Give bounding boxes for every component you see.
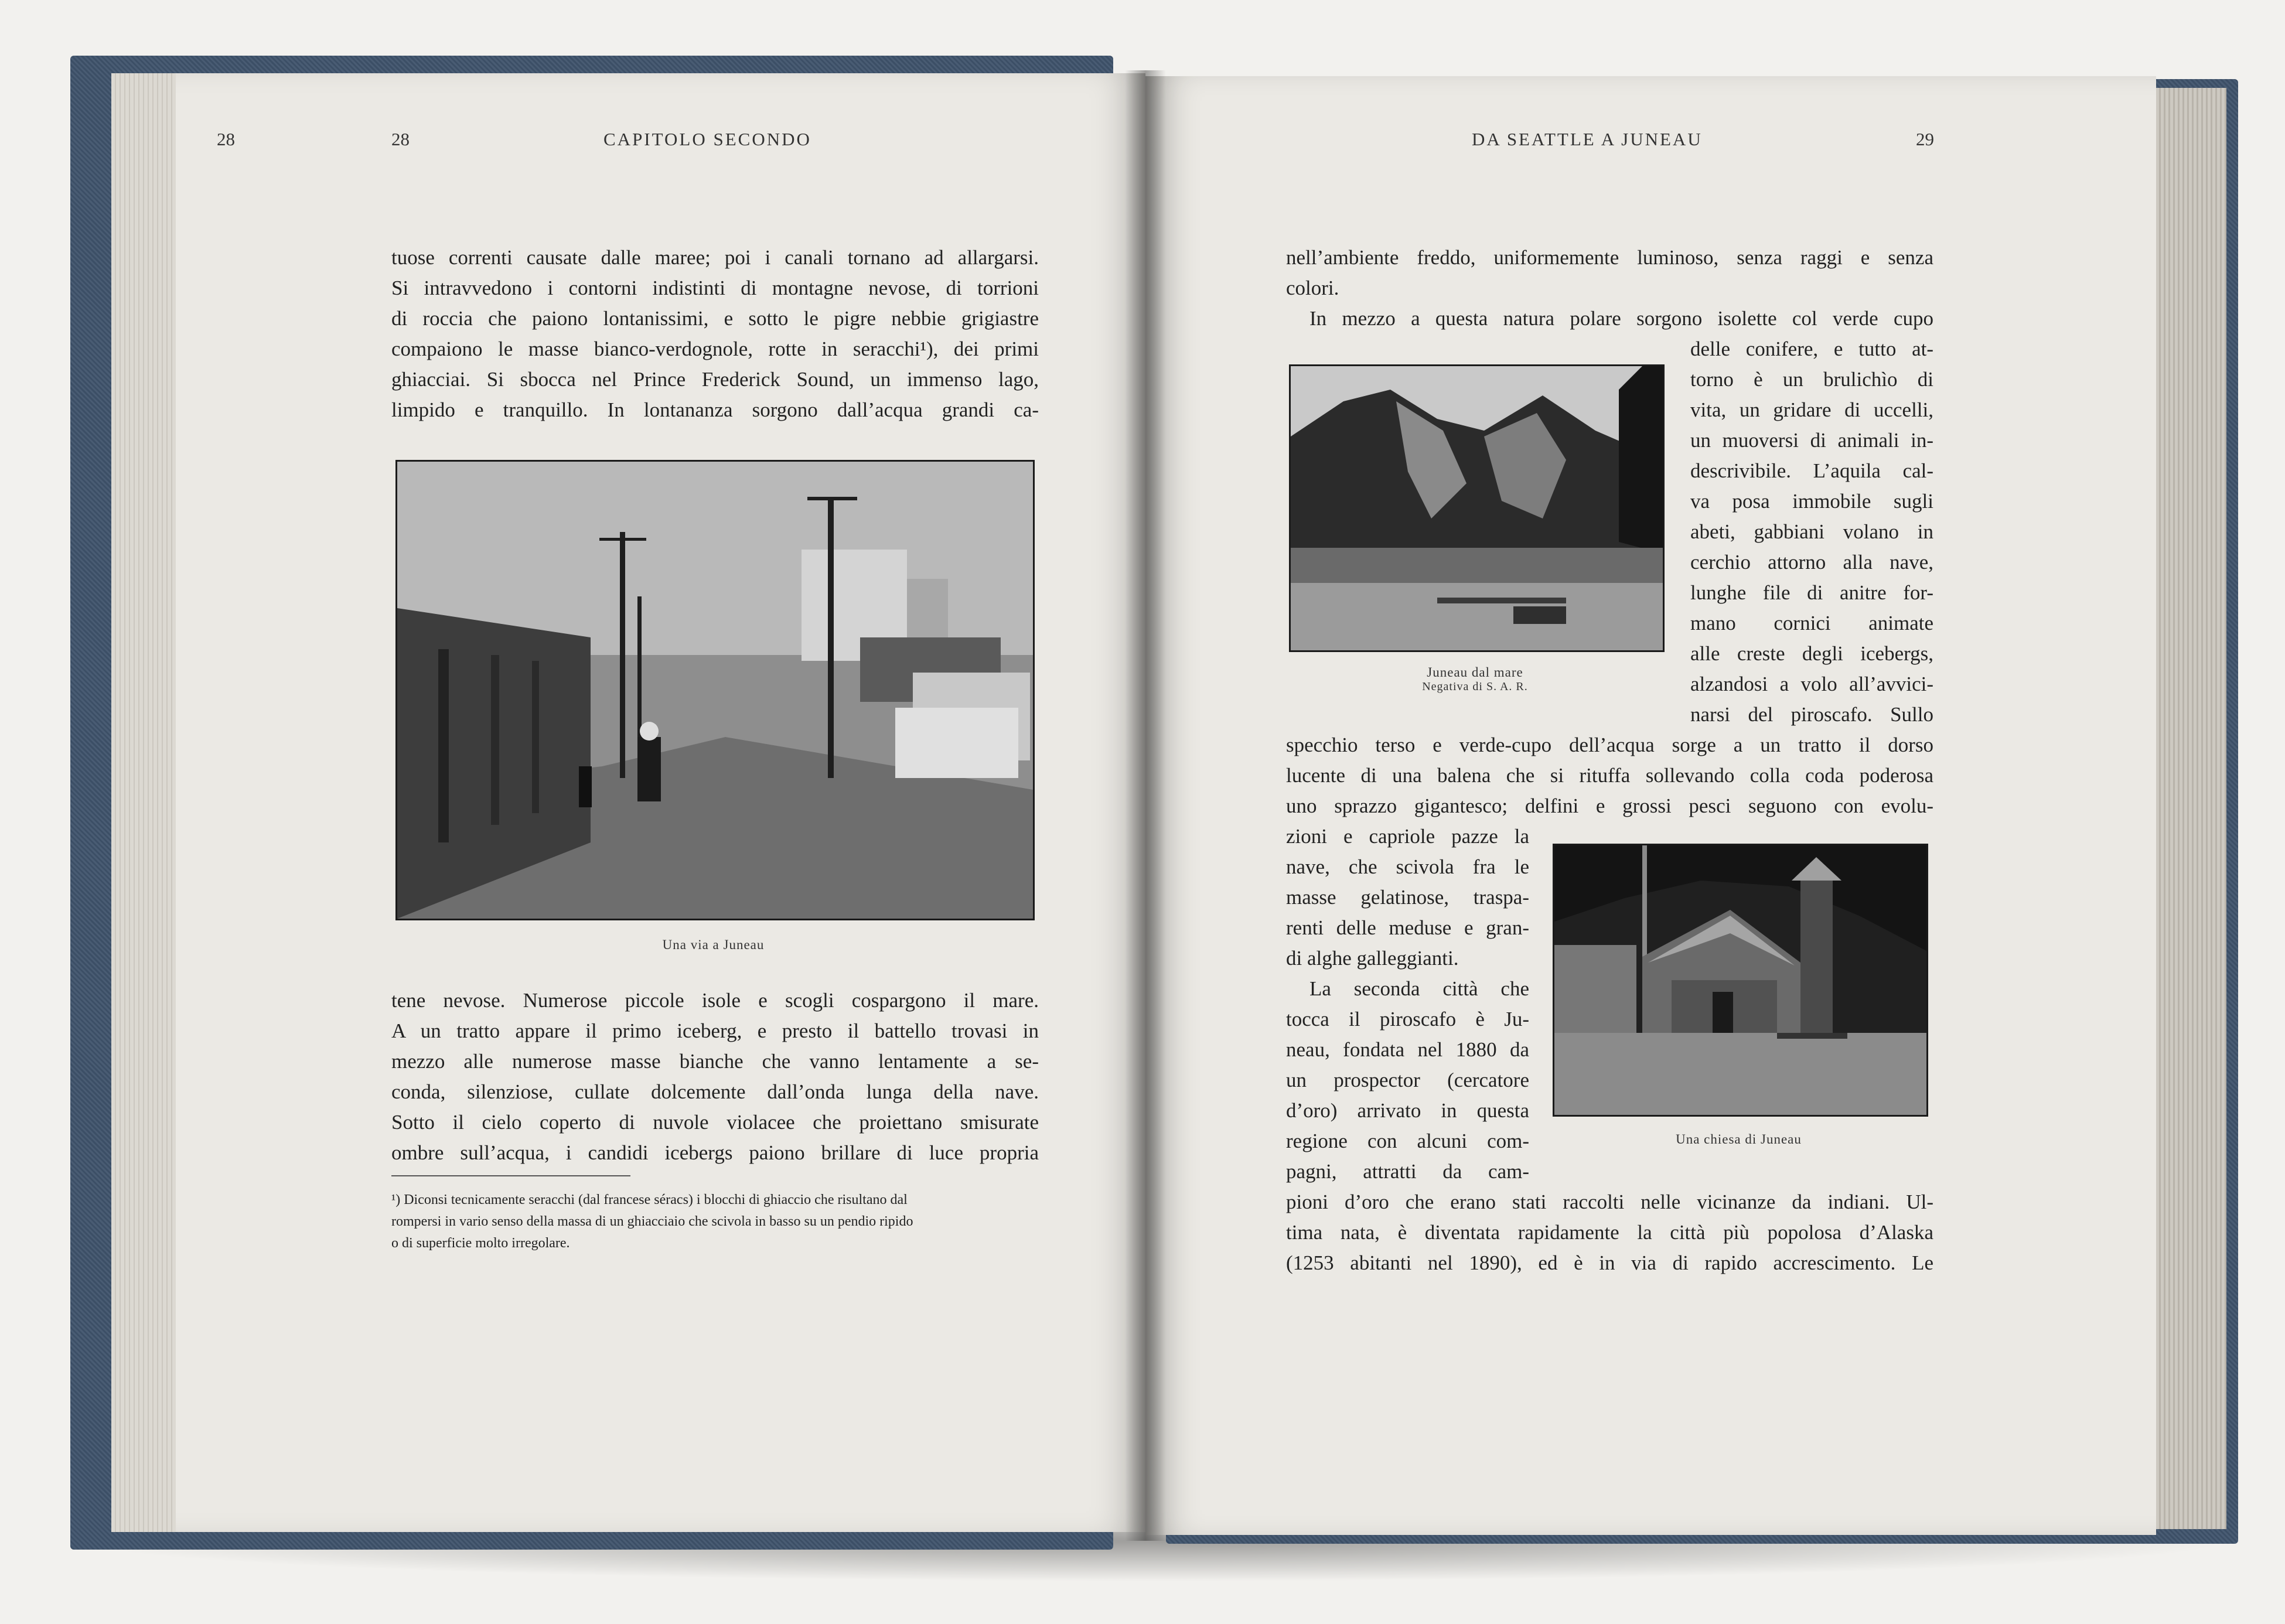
photo-church-juneau [1553,844,1928,1117]
right-text-line: lunghe file di anitre for- [1690,581,1933,604]
right-text-line: delle conifere, e tutto at- [1690,337,1933,360]
right-text-line: uno sprazzo gigantesco; delfini e grossi pesci seguono con evolu- [1286,794,1933,817]
right-text-line: zioni e capriole pazze la [1286,825,1529,848]
footnote-line: o di superficie molto irregolare. [391,1236,570,1251]
right-text-line: descrivibile. L’aquila cal- [1690,459,1933,482]
right-text-line: abeti, gabbiani volano in [1690,520,1933,543]
right-text-line: va posa immobile sugli [1690,490,1933,513]
footnote-line: rompersi in vario senso della massa di un ghiacciaio che scivola in basso su un pendio ripido [391,1214,913,1229]
photo-caption-line: Juneau dal mare [1427,665,1523,680]
right-page-number: 29 [1916,129,1934,149]
right-text-line: (1253 abitanti nel 1890), ed è in via di rapido accrescimento. Le [1286,1251,1933,1274]
left-text-line: ombre sull’acqua, i candidi icebergs paiono brillare di luce propria [391,1141,1039,1164]
right-text-line: tima nata, è diventata rapidamente la città più popolosa d’Alaska [1286,1221,1933,1244]
left-text-line: limpido e tranquillo. In lontananza sorgono dall’acqua grandi ca- [391,398,1039,421]
right-text-line: lucente di una balena che si rituffa sollevando colla coda poderosa [1286,764,1933,787]
right-text-line: masse gelatinose, traspa- [1286,886,1529,909]
right-text-line: cerchio attorno alla nave, [1690,551,1933,574]
right-text-line: narsi del piroscafo. Sullo [1690,703,1933,726]
page-edges-right [2156,88,2226,1529]
right-text-line: La seconda città che [1309,977,1529,1000]
photo-juneau-from-sea [1289,364,1665,652]
right-text-line: di alghe galleggianti. [1286,947,1459,970]
left-text-line: Sotto il cielo coperto di nuvole violacee che proiettano smisurate [391,1111,1039,1134]
left-text-line: conda, silenziose, cullate dolcemente dall’onda lunga della nave. [391,1080,1039,1103]
left-text-line: tene nevose. Numerose piccole isole e scogli cospargono il mare. [391,989,1039,1012]
footnote-line: ¹) Diconsi tecnicamente seracchi (dal francese séracs) i blocchi di ghiaccio che risultano dal [391,1192,908,1207]
left-text-line: tuose correnti causate dalle maree; poi i canali tornano ad allargarsi. [391,246,1039,269]
right-text-line: tocca il piroscafo è Ju- [1286,1008,1529,1031]
right-text-line: nell’ambiente freddo, uniformemente luminoso, senza raggi e senza [1286,246,1933,269]
photo-caption-line: Negativa di S. A. R. [1422,680,1528,693]
left-text-line: mezzo alle numerose masse bianche che vanno lentamente a se- [391,1050,1039,1073]
right-text-line: un muoversi di animali in- [1690,429,1933,452]
right-text-line: renti delle meduse e gran- [1286,916,1529,939]
left-text-line: di roccia che paiono lontanissimi, e sotto le pigre nebbie grigiastre [391,307,1039,330]
right-text-line: alzandosi a volo all’avvici- [1690,673,1933,695]
book-gutter [1125,70,1166,1541]
left-text-line: Si intravvedono i contorni indistinti di montagne nevose, di torrioni [391,277,1039,299]
right-text-line: regione con alcuni com- [1286,1130,1529,1152]
right-running-head: DA SEATTLE A JUNEAU [1472,129,1703,149]
right-text-line: nave, che scivola fra le [1286,855,1529,878]
right-text-line: In mezzo a questa natura polare sorgono isolette col verde cupo [1309,307,1933,330]
left-page-number: 28 [391,129,410,149]
left-running-head: CAPITOLO SECONDO [603,129,811,149]
photo-caption: Una chiesa di Juneau [1676,1132,1802,1147]
photo-caption: Una via a Juneau [662,937,765,952]
left-text-line: A un tratto appare il primo iceberg, e presto il battello trovasi in [391,1019,1039,1042]
right-text-line: vita, un gridare di uccelli, [1690,398,1933,421]
left-page-number: 28 [217,129,235,149]
left-text-line: ghiacciai. Si sbocca nel Prince Frederick Sound, un immenso lago, [391,368,1039,391]
photo-caption [1289,665,1661,694]
page-edges-left [111,73,176,1532]
right-text-line: specchio terso e verde-cupo dell’acqua sorge a un tratto il dorso [1286,733,1933,756]
right-text-line: pioni d’oro che erano stati raccolti nelle vicinanze da indiani. Ul- [1286,1190,1933,1213]
right-text-line: neau, fondata nel 1880 da [1286,1038,1529,1061]
footnote-rule [391,1175,630,1176]
right-text-line: un prospector (cercatore [1286,1069,1529,1091]
footnote [391,1189,1039,1254]
left-text-line: compaiono le masse bianco-verdognole, rotte in seracchi¹), dei primi [391,337,1039,360]
right-text-line: alle creste degli icebergs, [1690,642,1933,665]
right-text-line: torno è un brulichìo di [1690,368,1933,391]
right-text-line: mano cornici animate [1690,612,1933,634]
right-text-line: d’oro) arrivato in questa [1286,1099,1529,1122]
photo-street-juneau [395,460,1035,920]
right-text-line: colori. [1286,277,1339,299]
right-text-line: pagni, attratti da cam- [1286,1160,1529,1183]
